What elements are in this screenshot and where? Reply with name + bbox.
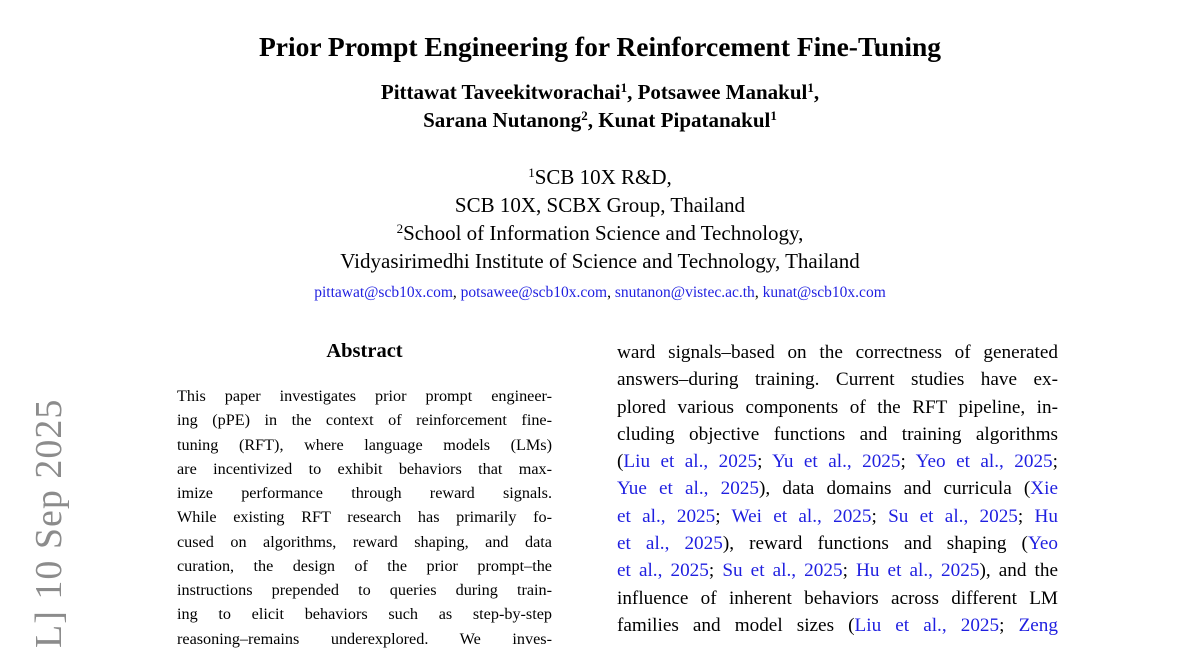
citation-link[interactable]: Wei et al., 2025 xyxy=(731,505,872,527)
affiliation-1-line-2: SCB 10X, SCBX Group, Thailand xyxy=(454,193,746,217)
paper-title: Prior Prompt Engineering for Reinforcement Fine-Tuning xyxy=(258,31,942,62)
body-line: et al., 2025; Su et al., 2025; Hu et al., 2025), and the xyxy=(617,560,1058,582)
body-line: answers–during training. Current studies have ex- xyxy=(617,369,1058,391)
citation-link[interactable]: Liu et al., 2025 xyxy=(854,614,1000,636)
body-line: influence of inherent behaviors across different LM xyxy=(617,587,1058,609)
citation-link[interactable]: Liu et al., 2025 xyxy=(623,451,758,473)
abstract-text xyxy=(177,384,552,651)
affiliation-2-line-1: $^2$School of Information Science and Technology, xyxy=(396,221,804,245)
email-link[interactable]: pittawat@scb10x.com xyxy=(314,284,453,301)
author-name: Pittawat Taveekitworachai xyxy=(380,80,621,104)
arxiv-watermark: L] 10 Sep 2025 xyxy=(28,398,70,648)
abstract-line: cused on algorithms, reward shaping, and data xyxy=(177,532,552,551)
abstract-line: tuning (RFT), where language models (LMs) xyxy=(177,435,552,454)
citation-link[interactable]: Xie xyxy=(1030,478,1058,500)
author-name: Potsawee Manakul xyxy=(637,80,808,104)
abstract-line: reasoning–remains underexplored. We inves- xyxy=(177,629,552,648)
author-name: Kunat Pipatanakul xyxy=(598,108,771,132)
citation-link[interactable]: Hu xyxy=(1034,505,1058,527)
abstract-line: ing (pPE) in the context of reinforcement fine- xyxy=(177,411,552,430)
body-line: (Liu et al., 2025; Yu et al., 2025; Yeo et al., 2025; xyxy=(617,451,1058,473)
affiliation-mark: 2 xyxy=(581,108,588,123)
citation-link[interactable]: Hu et al., 2025 xyxy=(856,560,980,582)
citation-link[interactable]: et al., 2025 xyxy=(617,533,723,555)
citation-link[interactable]: Yeo xyxy=(1027,533,1058,555)
abstract-line: are incentivized to exhibit behaviors that max- xyxy=(177,459,552,478)
body-line: families and model sizes (Liu et al., 2025; Zeng xyxy=(617,614,1058,636)
email-link[interactable]: potsawee@scb10x.com xyxy=(460,284,608,301)
citation-link[interactable]: Yu et al., 2025 xyxy=(772,451,901,473)
body-line: Yue et al., 2025), data domains and curricula (Xie xyxy=(617,478,1058,500)
body-line: cluding objective functions and training algorithms xyxy=(617,423,1058,445)
author-name: Sarana Nutanong xyxy=(423,108,582,132)
abstract-line: This paper investigates prior prompt engineer- xyxy=(177,387,552,405)
citation-link[interactable]: Yeo et al., 2025 xyxy=(915,451,1053,473)
body-line: et al., 2025), reward functions and shaping (Yeo xyxy=(617,533,1058,555)
citation-link[interactable]: Su et al., 2025 xyxy=(888,505,1018,527)
citation-link[interactable]: et al., 2025 xyxy=(617,505,716,527)
email-link[interactable]: snutanon@vistec.ac.th xyxy=(614,284,755,301)
affiliation-1-line-1: $^1$SCB 10X R&D, xyxy=(528,165,672,189)
email-link[interactable]: kunat@scb10x.com xyxy=(762,284,886,301)
body-line: plored various components of the RFT pipeline, in- xyxy=(617,396,1058,418)
body-line: et al., 2025; Wei et al., 2025; Su et al., 2025; Hu xyxy=(617,505,1058,527)
abstract-heading: Abstract xyxy=(326,340,403,362)
abstract-line: instructions prepended to queries during train- xyxy=(177,581,552,599)
citation-link[interactable]: Zeng xyxy=(1018,614,1058,636)
abstract-line: While existing RFT research has primarily fo- xyxy=(177,508,552,527)
affiliation-mark: 1 xyxy=(770,108,777,123)
author-line-1: Pittawat Taveekitworachai$^1$, Potsawee Manakul$^1$, xyxy=(380,80,820,104)
citation-link[interactable]: Yue et al., 2025 xyxy=(617,478,759,500)
abstract-line: imize performance through reward signals. xyxy=(177,484,552,502)
affiliation-mark: 1 xyxy=(620,80,628,95)
affiliation-mark: 1 xyxy=(807,80,814,95)
body-line: ward signals–based on the correctness of generated xyxy=(617,342,1058,363)
author-emails: pittawat@scb10x.com, potsawee@scb10x.com, snutanon@vistec.ac.th, kunat@scb10x.com xyxy=(314,284,886,301)
citation-link[interactable]: Su et al., 2025 xyxy=(722,560,843,582)
body-text-column xyxy=(617,339,1058,639)
citation-link[interactable]: et al., 2025 xyxy=(617,560,709,582)
author-line-2: Sarana Nutanong$^2$, Kunat Pipatanakul$^1$ xyxy=(423,108,777,132)
affiliation-2-line-2: Vidyasirimedhi Institute of Science and Technology, Thailand xyxy=(340,249,860,273)
abstract-line: ing to elicit behaviors such as step-by-step xyxy=(177,605,552,624)
abstract-line: curation, the design of the prior prompt–the xyxy=(177,556,552,575)
